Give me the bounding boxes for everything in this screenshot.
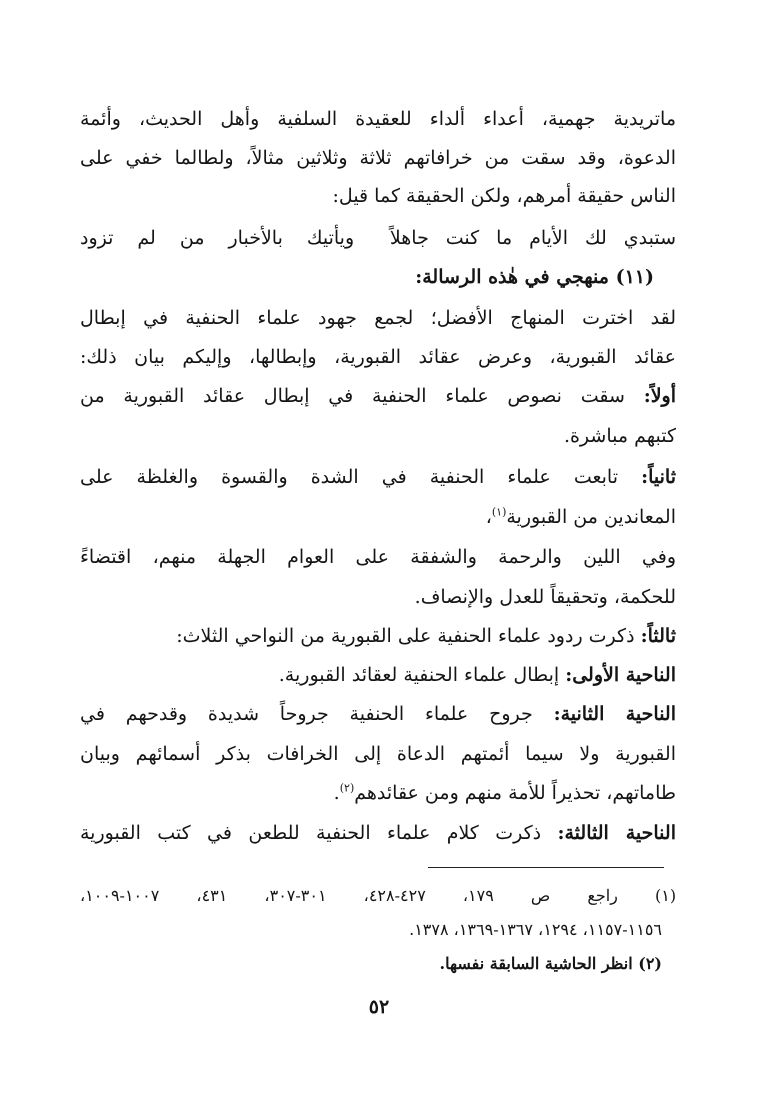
- point-first: [80, 381, 676, 413]
- verse-first-hemistich: ستبدي لك الأيام ما كنت جاهلاً: [389, 227, 676, 249]
- body-line-2: الدعوة، وقد سقت من خرافاتهم ثلاثة وثلاثين مثالاً، ولطالما خفي على: [80, 147, 676, 169]
- footnote-1-line-1: (١) راجع ص ١٧٩، ٤٢٧-٤٢٨، ٣٠١-٣٠٧، ٤٣١، ١٠٠٧-١٠٠٩،: [80, 886, 676, 905]
- side-three-text: ذكرت كلام علماء الحنفية للطعن في كتب القبورية: [80, 822, 542, 844]
- body-line-13: للحكمة، وتحقيقاً للعدل والإنصاف.: [414, 586, 676, 608]
- point-first-label: أولاً:: [643, 385, 676, 407]
- verse-second-hemistich: ويأتيك بالأخبار من لم تزود: [80, 227, 355, 249]
- footnote-ref-2: (٢): [339, 781, 355, 795]
- body-line-11-text: المعاندين من القبورية: [506, 506, 676, 528]
- point-second-text: تابعت علماء الحنفية في الشدة والقسوة والغلظة على: [80, 466, 619, 488]
- point-third-label: ثالثاً:: [640, 625, 676, 647]
- body-line-18-text: طاماتهم، تحذيراً للأمة منهم ومن عقائدهم: [354, 782, 676, 804]
- side-two-text: جروح علماء الحنفية جروحاً شديدة وقدحهم في: [80, 703, 533, 725]
- footnote-1-line-2: ١١٥٦-١١٥٧، ١٢٩٤، ١٣٦٧-١٣٦٩، ١٣٧٨.: [409, 920, 662, 939]
- body-line-11-end: ،: [485, 506, 492, 528]
- body-line-12: وفي اللين والرحمة والشفقة على العوام الجهلة منهم، اقتضاءً: [80, 546, 676, 568]
- point-second-label: ثانياً:: [641, 466, 676, 488]
- footnote-ref-1: (١): [491, 505, 507, 519]
- side-one-text: إبطال علماء الحنفية لعقائد القبورية.: [278, 664, 560, 686]
- body-line-18-end: .: [333, 782, 340, 804]
- footnote-separator: [428, 867, 664, 868]
- body-line-7: عقائد القبورية، وعرض عقائد القبورية، وإبطالها، وإليكم بيان ذلك:: [80, 346, 676, 368]
- side-two-label: الناحية الثانية:: [553, 703, 676, 725]
- section-heading: (١١) منهجي في هٰذه الرسالة:: [415, 266, 654, 288]
- page-number: ٥٢: [368, 996, 390, 1018]
- body-line-9: كتبهم مباشرة.: [563, 425, 676, 447]
- body-line-11: [80, 502, 676, 534]
- footnote-2: (٢) انظر الحاشية السابقة نفسها.: [439, 954, 662, 973]
- side-three: [80, 818, 676, 850]
- poetry-verse: [80, 223, 676, 255]
- body-line-3: الناس حقيقة أمرهم، ولكن الحقيقة كما قيل:: [332, 185, 676, 207]
- body-line-18: [80, 778, 676, 810]
- body-line-17: القبورية ولا سيما أئمتهم الدعاة إلى الخرافات بذكر أسمائهم وبيان: [80, 743, 676, 765]
- side-one: [80, 660, 676, 692]
- point-third-text: ذكرت ردود علماء الحنفية على القبورية من النواحي الثلاث:: [176, 625, 635, 647]
- body-line-1: ماتريدية جهمية، أعداء ألداء للعقيدة السلفية وأهل الحديث، وأئمة: [80, 108, 676, 130]
- side-three-label: الناحية الثالثة:: [557, 822, 676, 844]
- side-two: [80, 699, 676, 731]
- point-first-text: سقت نصوص علماء الحنفية في إبطال عقائد القبورية من: [80, 385, 625, 407]
- body-line-6: لقد اخترت المنهاج الأفضل؛ لجمع جهود علماء الحنفية في إبطال: [80, 307, 676, 329]
- side-one-label: الناحية الأولى:: [565, 664, 676, 686]
- point-second: [80, 462, 676, 494]
- point-third: [80, 621, 676, 653]
